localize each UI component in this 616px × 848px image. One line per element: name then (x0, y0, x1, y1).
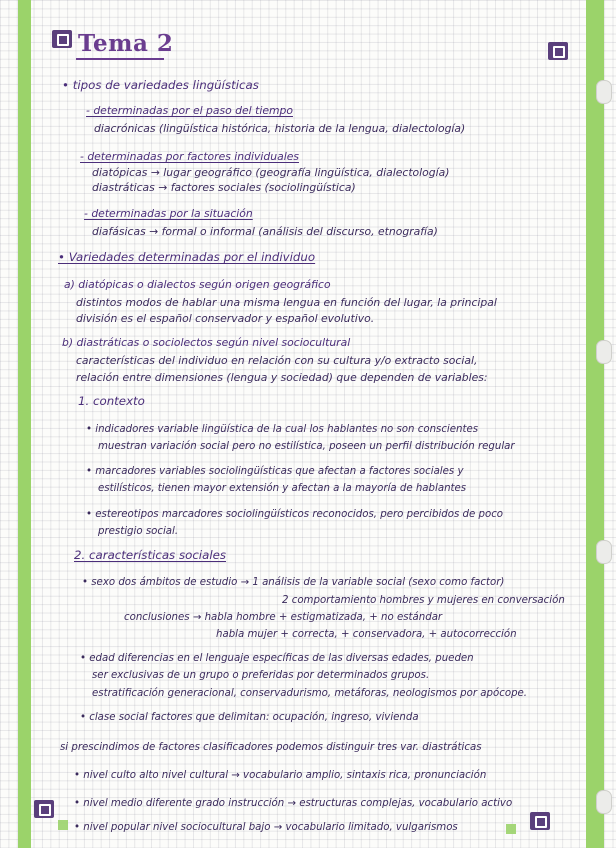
binder-hole (596, 790, 612, 814)
note-line: relación entre dimensiones (lengua y sociedad) que dependen de variables: (76, 371, 488, 384)
note-line: • nivel popular nivel sociocultural bajo → vocabulario limitado, vulgarismos (74, 822, 458, 833)
green-mark (58, 820, 68, 830)
note-line: ser exclusivas de un grupo o preferidas por determinados grupos. (92, 670, 430, 681)
note-line: • Variedades determinadas por el individuo (58, 250, 316, 264)
page-title: Tema 2 (78, 30, 174, 57)
note-line: • tipos de variedades lingüísticas (62, 78, 259, 92)
right-margin-stripe (586, 0, 604, 848)
note-line: • nivel medio diferente grado instrucción → estructuras complejas, vocabulario activo (74, 798, 513, 809)
note-line: estratificación generacional, conservadurismo, metáforas, neologismos por apócope. (92, 688, 528, 699)
note-line: diastráticas → factores sociales (sociolingüística) (92, 181, 356, 194)
note-line: conclusiones → habla hombre + estigmatizada, + no estándar (124, 612, 443, 623)
note-line: • estereotipos marcadores sociolingüísticos reconocidos, pero percibidos de poco (86, 509, 504, 520)
note-line: estilísticos, tienen mayor extensión y afectan a la mayoría de hablantes (98, 483, 467, 494)
note-line: • clase social factores que delimitan: ocupación, ingreso, vivienda (80, 712, 419, 723)
note-line: distintos modos de hablar una misma lengua en función del lugar, la principal (76, 296, 497, 309)
binder-hole (596, 540, 612, 564)
note-line: habla mujer + correcta, + conservadora, + autocorrección (216, 629, 517, 640)
note-line: • nivel culto alto nivel cultural → vocabulario amplio, sintaxis rica, pronunciación (74, 770, 487, 781)
note-line: características del individuo en relación con su cultura y/o extracto social, (76, 354, 478, 367)
binder-hole (596, 340, 612, 364)
note-line: • indicadores variable lingüística de la cual los hablantes no son conscientes (86, 424, 479, 435)
note-line: b) diastráticas o sociolectos según nivel sociocultural (62, 336, 351, 349)
corner-square-icon (530, 812, 550, 830)
binder-hole (596, 80, 612, 104)
title-underline (76, 58, 164, 60)
green-mark (506, 824, 516, 834)
note-line: • sexo dos ámbitos de estudio → 1 análisis de la variable social (sexo como factor) (82, 577, 505, 588)
corner-square-icon (34, 800, 54, 818)
corner-square-icon (52, 30, 72, 48)
note-line: diacrónicas (lingüística histórica, historia de la lengua, dialectología) (94, 122, 466, 135)
note-line: a) diatópicas o dialectos según origen geográfico (64, 278, 331, 291)
note-line: muestran variación social pero no estilística, poseen un perfil distribución regular (98, 441, 515, 452)
note-line: diatópicas → lugar geográfico (geografía lingüística, dialectología) (92, 166, 450, 179)
note-line: prestigio social. (98, 526, 179, 537)
note-line: 1. contexto (78, 394, 145, 408)
left-margin-stripe (18, 0, 31, 848)
corner-square-icon (548, 42, 568, 60)
note-line: 2 comportamiento hombres y mujeres en conversación (282, 595, 565, 606)
note-line: • edad diferencias en el lenguaje específicas de las diversas edades, pueden (80, 653, 474, 664)
note-line: - determinadas por el paso del tiempo (86, 104, 293, 117)
note-line: 2. características sociales (74, 548, 226, 562)
note-line: - determinadas por la situación (84, 207, 253, 220)
note-line: diafásicas → formal o informal (análisis del discurso, etnografía) (92, 225, 438, 238)
note-line: • marcadores variables sociolingüísticas que afectan a factores sociales y (86, 466, 464, 477)
note-line: división es el español conservador y español evolutivo. (76, 312, 375, 325)
note-line: - determinadas por factores individuales (80, 150, 299, 163)
note-line: si prescindimos de factores clasificadores podemos distinguir tres var. diastráticas (60, 742, 482, 753)
